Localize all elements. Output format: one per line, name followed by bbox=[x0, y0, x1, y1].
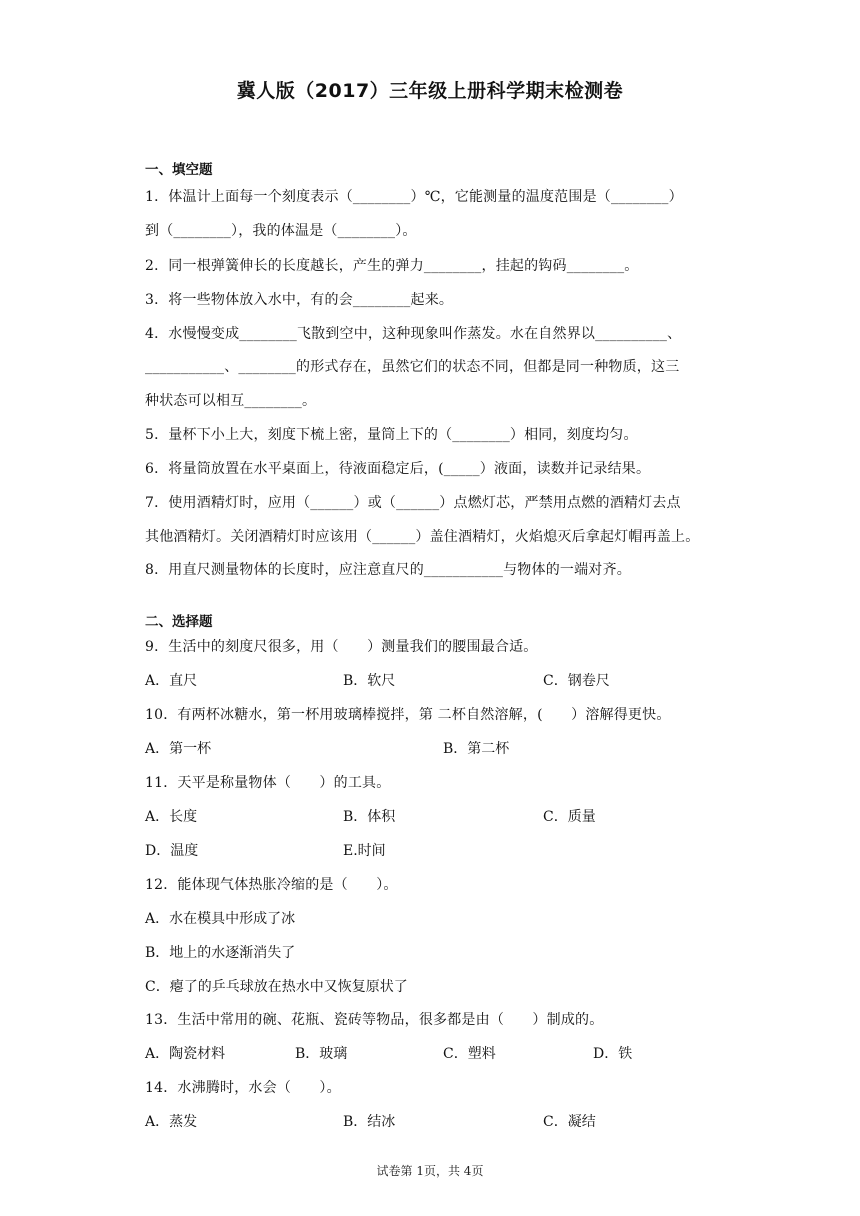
option-c: C．质量 bbox=[543, 809, 596, 825]
question-line: 到（________），我的体温是（________）。 bbox=[145, 223, 417, 239]
option-a: A．第一杯 bbox=[145, 741, 212, 757]
question-stem: 12．能体现气体热胀冷缩的是（ ）。 bbox=[145, 877, 398, 893]
question-stem: 11．天平是称量物体（ ）的工具。 bbox=[145, 775, 391, 791]
option-a: A．陶瓷材料 bbox=[145, 1046, 226, 1062]
page-footer: 试卷第 1页，共 4页 bbox=[376, 1164, 484, 1178]
section-heading-fill-blank: 一、填空题 bbox=[145, 162, 213, 178]
option-c: C．瘪了的乒乓球放在热水中又恢复原状了 bbox=[145, 979, 408, 995]
question-line: 其他酒精灯。关闭酒精灯时应该用（______）盖住酒精灯，火焰熄灭后拿起灯帽再盖上。 bbox=[145, 529, 700, 545]
question-stem: 10．有两杯冰糖水，第一杯用玻璃棒搅拌，第 二杯自然溶解，( ）溶解得更快。 bbox=[145, 707, 671, 723]
question-line: 2．同一根弹簧伸长的长度越长，产生的弹力________，挂起的钩码________。 bbox=[145, 258, 639, 274]
question-line: 7．使用酒精灯时，应用（______）或（______）点燃灯芯，严禁用点燃的酒精灯去点 bbox=[145, 495, 681, 511]
question-stem: 9．生活中的刻度尺很多，用（ ）测量我们的腰围最合适。 bbox=[145, 639, 538, 655]
section-heading-choice: 二、选择题 bbox=[145, 614, 213, 630]
question-stem: 13．生活中常用的碗、花瓶、瓷砖等物品，很多都是由（ ）制成的。 bbox=[145, 1012, 604, 1028]
question-line: ___________、________的形式存在，虽然它们的状态不同，但都是同一种物质，这三 bbox=[145, 359, 680, 375]
option-a: A．直尺 bbox=[145, 673, 198, 689]
option-b: B．结冰 bbox=[343, 1114, 396, 1130]
question-line: 种状态可以相互________。 bbox=[145, 393, 317, 409]
question-line: 5．量杯下小上大，刻度下梳上密，量筒上下的（________）相同，刻度均匀。 bbox=[145, 427, 638, 443]
option-b: B．体积 bbox=[343, 809, 396, 825]
question-line: 3．将一些物体放入水中，有的会________起来。 bbox=[145, 292, 454, 308]
question-line: 6．将量筒放置在水平桌面上，待液面稳定后，(_____）液面，读数并记录结果。 bbox=[145, 461, 651, 477]
option-c: C．凝结 bbox=[543, 1114, 596, 1130]
option-b: B．软尺 bbox=[343, 673, 396, 689]
option-d: D．温度 bbox=[145, 843, 199, 859]
page-title: 冀人版（2017）三年级上册科学期末检测卷 bbox=[236, 80, 624, 102]
option-a: A．水在模具中形成了冰 bbox=[145, 911, 296, 927]
option-e: E.时间 bbox=[343, 843, 386, 859]
option-a: A．蒸发 bbox=[145, 1114, 198, 1130]
question-stem: 14．水沸腾时，水会（ ）。 bbox=[145, 1080, 341, 1096]
option-b: B．第二杯 bbox=[443, 741, 510, 757]
question-line: 8．用直尺测量物体的长度时，应注意直尺的___________与物体的一端对齐。 bbox=[145, 562, 631, 578]
option-b: B．玻璃 bbox=[295, 1046, 348, 1062]
option-c: C．钢卷尺 bbox=[543, 673, 610, 689]
question-line: 4．水慢慢变成________飞散到空中，这种现象叫作蒸发。水在自然界以__________、 bbox=[145, 326, 682, 342]
option-b: B．地上的水逐渐消失了 bbox=[145, 945, 296, 961]
option-d: D．铁 bbox=[593, 1046, 633, 1062]
question-line: 1．体温计上面每一个刻度表示（________）℃，它能测量的温度范围是（________） bbox=[145, 189, 683, 205]
option-a: A．长度 bbox=[145, 809, 198, 825]
option-c: C．塑料 bbox=[443, 1046, 496, 1062]
